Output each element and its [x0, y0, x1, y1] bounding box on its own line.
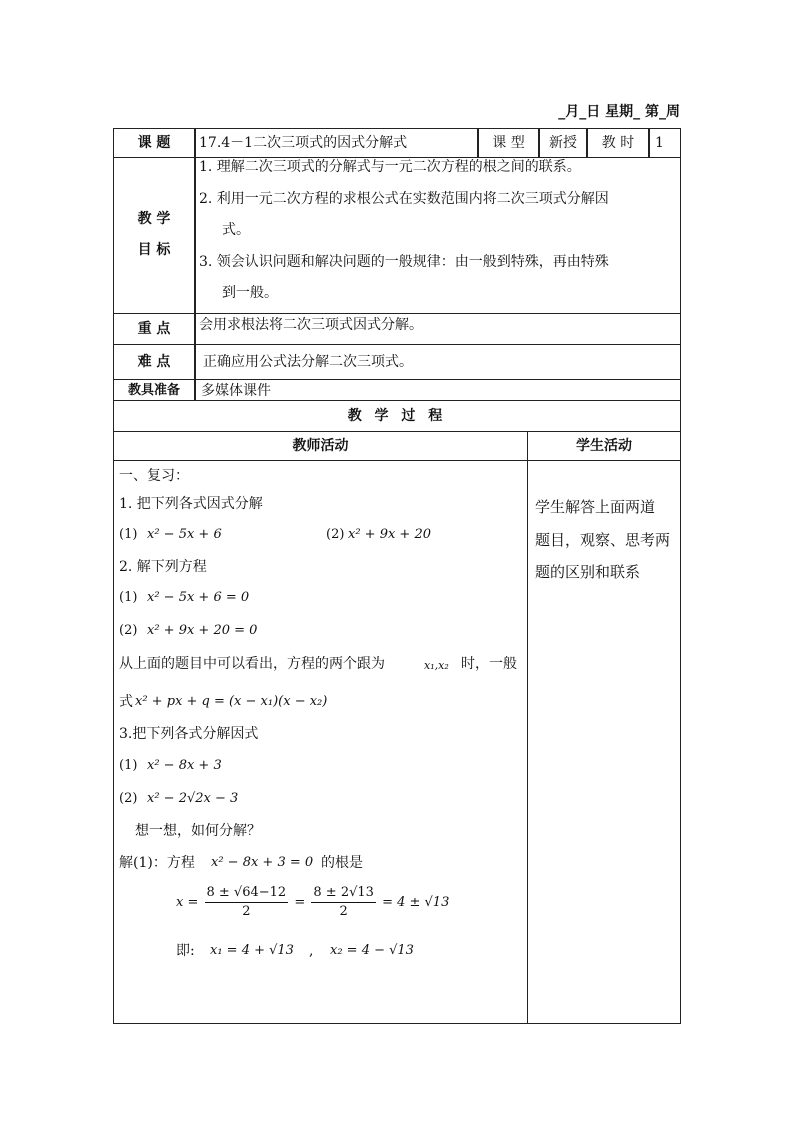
- observation-roots: x₁,x₂: [424, 659, 449, 672]
- solution-formula: [176, 884, 449, 921]
- tools-value: 多媒体课件: [201, 383, 271, 399]
- q2b-equation: x² + 9x + 20 = 0: [147, 623, 258, 638]
- solution-x: x =: [176, 895, 199, 910]
- solution-fraction-2: [311, 884, 376, 921]
- hours-label: 教 时: [601, 135, 635, 151]
- root-separator: ,: [309, 943, 314, 959]
- goal-line-1: 1. 理解二次三项式的分解式与一元二次方程的根之间的联系。: [199, 159, 581, 175]
- goal-line-3: 式。: [222, 222, 250, 238]
- q1a-expression: x² − 5x + 6: [147, 527, 222, 542]
- q2a-prefix: (1): [119, 590, 138, 605]
- tools-label: 教具准备: [127, 383, 180, 398]
- process-title: 教 学 过 程: [347, 408, 447, 424]
- q3a-expression: x² − 8x + 3: [147, 758, 222, 773]
- student-line-2: 题目，观察、思考两: [535, 531, 671, 549]
- q1a-prefix: (1): [119, 527, 138, 542]
- q3b-prefix: (2): [119, 791, 138, 806]
- q2a-equation: x² − 5x + 6 = 0: [147, 590, 250, 605]
- difficulty-value: 正确应用公式法分解二次三项式。: [203, 354, 413, 370]
- solution-equation: x² − 8x + 3 = 0: [211, 855, 314, 870]
- goals-label-cell: [113, 157, 195, 314]
- q3a-prefix: (1): [119, 758, 138, 773]
- q1b-prefix: (2): [326, 527, 345, 542]
- goals-label-line1: 教 学: [137, 211, 171, 227]
- q1b-expression: x² + 9x + 20: [348, 527, 432, 542]
- observation-part-1: 从上面的题目中可以看出，方程的两个跟为: [119, 656, 385, 672]
- topic-value: 17.4－1二次三项式的因式分解式: [199, 135, 408, 151]
- student-line-1: 学生解答上面两道: [535, 498, 656, 516]
- student-col-header: 学生活动: [576, 438, 632, 454]
- observation-part-2: 时，一般: [461, 656, 517, 672]
- fraction-1-numerator: 8 ± √64−12: [205, 884, 289, 903]
- root-1: x₁ = 4 + √13: [210, 943, 294, 958]
- review-heading: 一、复习：: [119, 468, 189, 484]
- question-1: 1. 把下列各式因式分解: [119, 496, 263, 512]
- fraction-2-denominator: 2: [339, 904, 348, 919]
- topic-label: 课 题: [137, 135, 171, 151]
- ie-label: 即:: [176, 943, 195, 959]
- solution-fraction-1: [205, 884, 289, 921]
- factor-formula: x² + px + q = (x − x₁)(x − x₂): [135, 694, 328, 709]
- date-line: _月_日 星期_ 第_周: [558, 104, 680, 120]
- fraction-2-numerator: 8 ± 2√13: [311, 884, 376, 903]
- goals-label-line2: 目 标: [137, 242, 171, 258]
- solution-result: = 4 ± √13: [382, 895, 450, 910]
- formula-prefix: 式: [119, 694, 133, 710]
- goal-line-4: 3. 领会认识问题和解决问题的一般规律：由一般到特殊，再由特殊: [199, 254, 609, 270]
- type-value: 新授: [549, 135, 577, 151]
- hours-value: 1: [655, 135, 664, 151]
- hours-value-cell: [649, 128, 681, 158]
- difficulty-label: 难 点: [137, 354, 171, 370]
- question-3: 3.把下列各式分解因式: [119, 726, 259, 742]
- solution-prefix: 解(1)：方程: [119, 855, 195, 871]
- question-2: 2. 解下列方程: [119, 559, 207, 575]
- q3b-expression: x² − 2√2x − 3: [147, 791, 239, 806]
- solution-suffix: 的根是: [321, 855, 363, 871]
- date-week-line: [480, 101, 680, 121]
- goal-line-2: 2. 利用一元二次方程的求根公式在实数范围内将二次三项式分解因: [199, 191, 609, 207]
- type-label: 课 型: [492, 135, 525, 151]
- root-2: x₂ = 4 − √13: [330, 943, 414, 958]
- q2b-prefix: (2): [119, 623, 138, 638]
- think-prompt: 想一想，如何分解？: [135, 823, 261, 839]
- student-line-3: 题的区别和联系: [535, 563, 641, 581]
- fraction-1-denominator: 2: [242, 904, 251, 919]
- key-value: 会用求根法将二次三项式因式分解。: [199, 317, 423, 333]
- goal-line-5: 到一般。: [222, 285, 278, 301]
- equals-sign: =: [294, 895, 306, 910]
- teacher-col-header: 教师活动: [292, 438, 349, 454]
- key-label: 重 点: [137, 321, 171, 337]
